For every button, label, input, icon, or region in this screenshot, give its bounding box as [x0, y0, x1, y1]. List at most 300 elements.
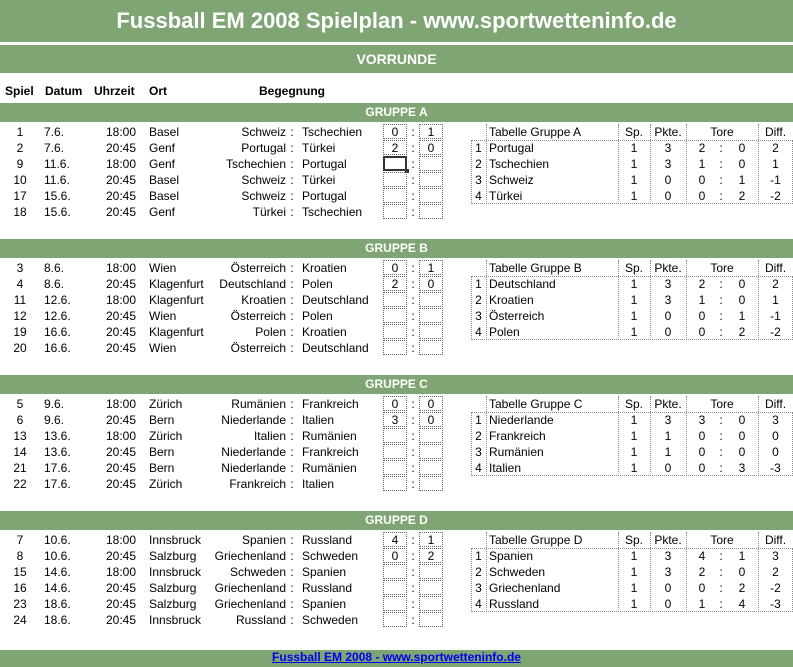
away-team: Portugal [302, 189, 347, 203]
games-played: 1 [630, 445, 638, 459]
match-time: 20:45 [105, 613, 136, 627]
score-separator: : [290, 325, 294, 339]
table-divider [486, 260, 487, 340]
away-goals-input[interactable]: 1 [419, 124, 443, 139]
col-header-spiel: Spiel [5, 84, 34, 98]
score-separator: : [290, 397, 294, 411]
home-goals-input[interactable] [383, 172, 407, 187]
match-time: 18:00 [105, 565, 136, 579]
score-separator: : [290, 613, 294, 627]
goals-for: 4 [698, 549, 706, 563]
goals-against: 1 [738, 173, 746, 187]
match-venue: Basel [149, 125, 180, 139]
home-team: Österreich [230, 341, 286, 355]
points: 3 [664, 277, 672, 291]
table-title: Tabelle Gruppe D [489, 533, 583, 547]
rank: 4 [475, 461, 482, 475]
goals-for: 1 [698, 293, 706, 307]
goals-for: 0 [698, 581, 706, 595]
away-team: Portugal [302, 157, 347, 171]
away-team: Deutschland [302, 341, 369, 355]
rank: 1 [475, 549, 482, 563]
goals-against: 1 [738, 549, 746, 563]
goals-colon: : [719, 581, 723, 595]
home-goals-input[interactable]: 4 [383, 532, 407, 547]
score-separator: : [290, 261, 294, 275]
score-separator: : [290, 413, 294, 427]
home-team: Niederlande [221, 413, 286, 427]
goals-against: 0 [738, 277, 746, 291]
away-goals-input[interactable] [419, 156, 443, 171]
group-header: GRUPPE B [0, 239, 793, 258]
match-venue: Genf [149, 205, 176, 219]
goals-colon: : [719, 445, 723, 459]
match-time: 20:45 [105, 461, 136, 475]
match-time: 20:45 [105, 173, 136, 187]
home-goals-input[interactable]: 0 [383, 260, 407, 275]
match-venue: Salzburg [149, 597, 197, 611]
away-team: Polen [302, 309, 333, 323]
goals-for: 0 [698, 325, 706, 339]
match-time: 20:45 [105, 205, 136, 219]
home-team: Griechenland [214, 597, 286, 611]
team-name: Kroatien [489, 293, 534, 307]
goals-separator: : [411, 397, 415, 411]
table-title: Tabelle Gruppe C [489, 397, 583, 411]
match-date: 17.6. [44, 477, 71, 491]
away-team: Schweden [302, 613, 359, 627]
games-played: 1 [630, 413, 638, 427]
match-date: 10.6. [44, 549, 71, 563]
away-team: Türkei [302, 141, 336, 155]
match-number: 19 [13, 325, 27, 339]
match-time: 20:45 [105, 325, 136, 339]
match-number: 22 [13, 477, 27, 491]
goal-difference: -2 [770, 325, 781, 339]
goals-separator: : [411, 293, 415, 307]
goals-against: 2 [738, 189, 746, 203]
match-time: 20:45 [105, 549, 136, 563]
away-team: Schweden [302, 549, 359, 563]
match-time: 18:00 [105, 125, 136, 139]
away-team: Kroatien [302, 261, 347, 275]
home-team: Deutschland [219, 277, 286, 291]
goal-difference: 0 [772, 445, 779, 459]
home-team: Frankreich [229, 477, 286, 491]
goals-separator: : [411, 565, 415, 579]
away-team: Rumänien [302, 429, 357, 443]
goals-colon: : [719, 309, 723, 323]
match-venue: Basel [149, 189, 180, 203]
games-played: 1 [630, 277, 638, 291]
match-venue: Wien [149, 341, 177, 355]
rank: 2 [475, 429, 482, 443]
match-venue: Bern [149, 413, 175, 427]
goals-for: 0 [698, 445, 706, 459]
away-team: Spanien [302, 565, 347, 579]
goals-separator: : [411, 125, 415, 139]
home-goals-input[interactable] [383, 564, 407, 579]
goals-for: 2 [698, 277, 706, 291]
goals-separator: : [411, 205, 415, 219]
away-goals-input[interactable] [419, 596, 443, 611]
away-goals-input[interactable] [419, 204, 443, 219]
goals-separator: : [411, 189, 415, 203]
home-team: Spanien [241, 533, 286, 547]
away-goals-input[interactable] [419, 324, 443, 339]
home-goals-input[interactable]: 2 [383, 140, 407, 155]
match-time: 20:45 [105, 309, 136, 323]
score-separator: : [290, 429, 294, 443]
score-separator: : [290, 477, 294, 491]
goals-colon: : [719, 429, 723, 443]
match-date: 11.6. [44, 157, 70, 171]
home-goals-input[interactable] [383, 324, 407, 339]
goals-for: 3 [698, 413, 706, 427]
match-date: 12.6. [44, 293, 71, 307]
col-sp: Sp. [624, 261, 643, 275]
match-venue: Wien [149, 261, 177, 275]
team-name: Schweden [489, 565, 546, 579]
home-goals-input[interactable] [383, 292, 407, 307]
home-goals-input[interactable] [383, 444, 407, 459]
goals-colon: : [719, 461, 723, 475]
match-time: 18:00 [105, 397, 136, 411]
col-tore: Tore [710, 125, 734, 139]
col-sp: Sp. [624, 533, 643, 547]
goals-colon: : [719, 141, 723, 155]
away-goals-input[interactable] [419, 444, 443, 459]
team-name: Frankreich [489, 429, 546, 443]
goals-colon: : [719, 413, 723, 427]
away-team: Italien [302, 413, 335, 427]
away-goals-input[interactable] [419, 428, 443, 443]
goals-against: 0 [738, 429, 746, 443]
match-venue: Innsbruck [149, 533, 202, 547]
away-goals-input[interactable]: 0 [419, 412, 443, 427]
col-header-datum: Datum [45, 84, 83, 98]
home-goals-input[interactable]: 2 [383, 276, 407, 291]
home-team: Schweiz [241, 189, 286, 203]
goals-separator: : [411, 461, 415, 475]
match-time: 18:00 [105, 157, 136, 171]
footer-link[interactable]: Fussball EM 2008 - www.sportwetteninfo.de [272, 650, 521, 664]
goals-separator: : [411, 445, 415, 459]
goals-against: 0 [738, 293, 746, 307]
team-name: Niederlande [489, 413, 554, 427]
goal-difference: 3 [772, 549, 779, 563]
match-date: 14.6. [44, 581, 71, 595]
rank: 3 [475, 173, 482, 187]
match-venue: Bern [149, 461, 175, 475]
match-number: 16 [13, 581, 27, 595]
goal-difference: -3 [770, 461, 781, 475]
points: 0 [664, 309, 672, 323]
match-date: 13.6. [44, 429, 71, 443]
group-header: GRUPPE A [0, 103, 793, 122]
home-goals-input[interactable]: 0 [383, 548, 407, 563]
match-number: 3 [16, 261, 24, 275]
away-team: Rumänien [302, 461, 357, 475]
match-number: 8 [16, 549, 24, 563]
away-goals-input[interactable]: 0 [419, 396, 443, 411]
match-venue: Klagenfurt [149, 293, 204, 307]
goals-separator: : [411, 477, 415, 491]
goal-difference: 2 [772, 277, 779, 291]
table-divider [486, 532, 487, 612]
match-number: 2 [16, 141, 24, 155]
match-venue: Wien [149, 309, 177, 323]
score-separator: : [290, 597, 294, 611]
home-goals-input[interactable] [383, 476, 407, 491]
away-team: Italien [302, 477, 335, 491]
home-team: Tschechien [225, 157, 286, 171]
home-team: Griechenland [214, 581, 286, 595]
match-time: 20:45 [105, 141, 136, 155]
score-separator: : [290, 549, 294, 563]
match-venue: Zürich [149, 397, 183, 411]
home-goals-input[interactable]: 0 [383, 396, 407, 411]
away-team: Deutschland [302, 293, 369, 307]
away-goals-input[interactable] [419, 172, 443, 187]
points: 0 [664, 461, 672, 475]
goal-difference: 1 [772, 157, 779, 171]
games-played: 1 [630, 597, 638, 611]
home-goals-input[interactable] [383, 460, 407, 475]
score-separator: : [290, 157, 294, 171]
score-separator: : [290, 565, 294, 579]
match-date: 16.6. [44, 325, 71, 339]
goals-separator: : [411, 341, 415, 355]
match-number: 10 [13, 173, 27, 187]
away-team: Frankreich [302, 397, 359, 411]
home-goals-input[interactable] [383, 596, 407, 611]
match-date: 11.6. [44, 173, 70, 187]
away-goals-input[interactable] [419, 292, 443, 307]
page-title: Fussball EM 2008 Spielplan - www.sportwetteninfo.de [0, 0, 793, 42]
col-header-uhrzeit: Uhrzeit [94, 84, 135, 98]
match-number: 23 [13, 597, 27, 611]
match-venue: Klagenfurt [149, 277, 204, 291]
games-played: 1 [630, 565, 638, 579]
points: 3 [664, 157, 672, 171]
rank: 4 [475, 325, 482, 339]
home-goals-input[interactable]: 0 [383, 124, 407, 139]
match-time: 20:45 [105, 445, 136, 459]
goals-colon: : [719, 277, 723, 291]
match-date: 9.6. [44, 397, 65, 411]
away-goals-input[interactable] [419, 308, 443, 323]
goals-for: 0 [698, 173, 706, 187]
match-date: 13.6. [44, 445, 71, 459]
team-name: Österreich [489, 309, 545, 323]
match-time: 20:45 [105, 277, 136, 291]
home-goals-input[interactable] [383, 340, 407, 355]
goals-for: 0 [698, 429, 706, 443]
home-team: Niederlande [221, 445, 286, 459]
col-tore: Tore [710, 261, 734, 275]
match-number: 21 [13, 461, 27, 475]
goals-separator: : [411, 613, 415, 627]
home-goals-input[interactable] [383, 428, 407, 443]
points: 3 [664, 293, 672, 307]
match-number: 17 [13, 189, 27, 203]
goals-for: 1 [698, 157, 706, 171]
match-venue: Klagenfurt [149, 325, 204, 339]
col-sp: Sp. [624, 397, 643, 411]
rank: 1 [475, 141, 482, 155]
goals-separator: : [411, 141, 415, 155]
goals-separator: : [411, 157, 415, 171]
points: 3 [664, 549, 672, 563]
points: 1 [664, 445, 672, 459]
points: 0 [664, 581, 672, 595]
home-team: Schweden [229, 565, 286, 579]
goals-for: 1 [698, 597, 706, 611]
home-team: Kroatien [241, 293, 286, 307]
goals-separator: : [411, 325, 415, 339]
match-date: 14.6. [44, 565, 71, 579]
match-venue: Genf [149, 157, 176, 171]
points: 3 [664, 565, 672, 579]
table-divider [486, 124, 487, 204]
home-goals-input[interactable] [383, 188, 407, 203]
col-diff: Diff. [764, 397, 787, 411]
away-goals-input[interactable] [419, 476, 443, 491]
col-tore: Tore [710, 397, 734, 411]
away-team: Russland [302, 533, 353, 547]
score-separator: : [290, 533, 294, 547]
goal-difference: 1 [772, 293, 779, 307]
points: 1 [664, 429, 672, 443]
col-diff: Diff. [764, 125, 787, 139]
home-team: Niederlande [221, 461, 286, 475]
match-number: 14 [13, 445, 27, 459]
away-team: Russland [302, 581, 353, 595]
group-header: GRUPPE C [0, 375, 793, 394]
match-number: 9 [16, 157, 24, 171]
goals-colon: : [719, 565, 723, 579]
home-team: Schweiz [241, 125, 286, 139]
home-goals-input[interactable] [383, 308, 407, 323]
goal-difference: 0 [772, 429, 779, 443]
rank: 2 [475, 157, 482, 171]
team-name: Italien [489, 461, 522, 475]
match-number: 4 [16, 277, 24, 291]
goals-colon: : [719, 549, 723, 563]
away-goals-input[interactable] [419, 460, 443, 475]
score-separator: : [290, 293, 294, 307]
goals-against: 4 [738, 597, 746, 611]
match-number: 5 [16, 397, 24, 411]
match-date: 8.6. [44, 261, 65, 275]
col-header-begegnung: Begegnung [259, 84, 325, 98]
table-divider [486, 396, 487, 476]
away-goals-input[interactable] [419, 564, 443, 579]
match-time: 18:00 [105, 261, 136, 275]
score-separator: : [290, 125, 294, 139]
home-goals-input[interactable] [383, 156, 407, 171]
points: 3 [664, 413, 672, 427]
away-goals-input[interactable]: 1 [419, 260, 443, 275]
goal-difference: -2 [770, 189, 781, 203]
games-played: 1 [630, 581, 638, 595]
col-diff: Diff. [764, 533, 787, 547]
games-played: 1 [630, 429, 638, 443]
away-goals-input[interactable]: 1 [419, 532, 443, 547]
goals-against: 0 [738, 141, 746, 155]
goal-difference: -2 [770, 581, 781, 595]
team-name: Schweiz [489, 173, 534, 187]
away-goals-input[interactable] [419, 340, 443, 355]
goals-separator: : [411, 581, 415, 595]
match-venue: Salzburg [149, 581, 197, 595]
away-team: Spanien [302, 597, 347, 611]
away-goals-input[interactable]: 0 [419, 140, 443, 155]
goal-difference: -3 [770, 597, 781, 611]
away-goals-input[interactable] [419, 612, 443, 627]
home-goals-input[interactable] [383, 612, 407, 627]
games-played: 1 [630, 293, 638, 307]
home-goals-input[interactable]: 3 [383, 412, 407, 427]
home-goals-input[interactable] [383, 204, 407, 219]
home-goals-input[interactable] [383, 580, 407, 595]
match-number: 6 [16, 413, 24, 427]
away-goals-input[interactable] [419, 188, 443, 203]
stage-banner: VORRUNDE [0, 45, 793, 73]
away-team: Tschechien [302, 125, 363, 139]
match-venue: Zürich [149, 477, 183, 491]
col-diff: Diff. [764, 261, 787, 275]
match-venue: Innsbruck [149, 613, 202, 627]
match-time: 18:00 [105, 429, 136, 443]
home-team: Türkei [252, 205, 286, 219]
away-goals-input[interactable]: 2 [419, 548, 443, 563]
away-team: Türkei [302, 173, 336, 187]
home-team: Italien [253, 429, 286, 443]
team-name: Portugal [489, 141, 534, 155]
goals-separator: : [411, 429, 415, 443]
goals-against: 2 [738, 581, 746, 595]
col-tore: Tore [710, 533, 734, 547]
rank: 4 [475, 597, 482, 611]
goals-against: 1 [738, 309, 746, 323]
away-goals-input[interactable] [419, 580, 443, 595]
points: 0 [664, 189, 672, 203]
goals-separator: : [411, 597, 415, 611]
match-date: 7.6. [44, 125, 65, 139]
goals-separator: : [411, 533, 415, 547]
away-goals-input[interactable]: 0 [419, 276, 443, 291]
rank: 2 [475, 293, 482, 307]
group-header: GRUPPE D [0, 511, 793, 530]
goals-colon: : [719, 325, 723, 339]
games-played: 1 [630, 309, 638, 323]
score-separator: : [290, 581, 294, 595]
match-number: 18 [13, 205, 27, 219]
score-separator: : [290, 341, 294, 355]
goals-against: 0 [738, 445, 746, 459]
goals-separator: : [411, 173, 415, 187]
goals-colon: : [719, 597, 723, 611]
points: 0 [664, 325, 672, 339]
match-number: 20 [13, 341, 27, 355]
home-team: Rumänien [231, 397, 286, 411]
match-time: 20:45 [105, 597, 136, 611]
team-name: Rumänien [489, 445, 544, 459]
goals-separator: : [411, 261, 415, 275]
rank: 3 [475, 581, 482, 595]
